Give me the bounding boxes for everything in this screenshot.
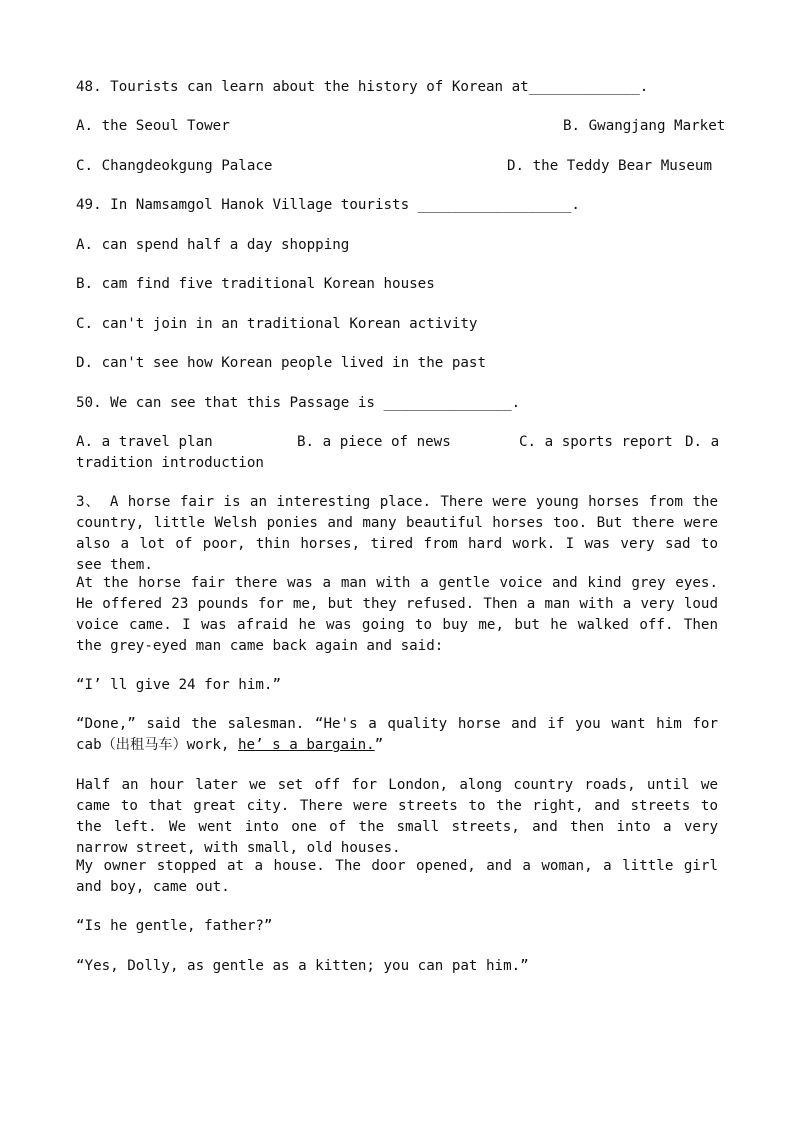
question-50-option-a: A. a travel plan [76,434,213,450]
question-48-stem: 48. Tourists can learn about the history of Korean at_____________. [76,79,649,95]
question-50-option-c: C. a sports report [519,434,673,450]
passage-paragraph-5: Half an hour later we set off for London, along country roads, until we came to that great city. There were streets to the right, and streets to the left. We went into one of the small streets, and then into a very narrow street, with small, old houses. [76,777,718,856]
question-48-option-b: B. Gwangjang Market [563,118,726,134]
question-49-option-b: B. cam find five traditional Korean houses [76,276,435,292]
passage-paragraph-4-text: “Done,” said the salesman. “He's a quality horse and if you want him for cab（出租马车）work, [76,716,718,753]
question-50-option-d-continued: tradition introduction [76,455,264,471]
passage-quote-3: “Yes, Dolly, as gentle as a kitten; you can pat him.” [76,958,529,974]
question-48-option-c: C. Changdeokgung Palace [76,158,273,174]
passage-quote-2: “Is he gentle, father?” [76,918,273,934]
question-48-option-d: D. the Teddy Bear Museum [507,158,712,174]
underlined-phrase: he’ s a bargain. [238,737,375,753]
closing-quote: ” [374,737,384,753]
question-50-option-b: B. a piece of news [297,434,451,450]
passage-paragraph-2: At the horse fair there was a man with a gentle voice and kind grey eyes. He offered 23 pounds for me, but they refused. Then a man with a very loud voice came. I was afraid he was going to buy me, but he walked off. Then the grey-eyed man came back again and said: [76,575,718,654]
question-50-option-d: D. a [685,434,720,450]
question-49-stem: 49. In Namsamgol Hanok Village tourists __________________. [76,197,580,213]
question-48-option-a: A. the Seoul Tower [76,118,230,134]
passage-paragraph-4 [76,714,718,756]
question-49-option-a: A. can spend half a day shopping [76,237,350,253]
passage-paragraph-6: My owner stopped at a house. The door opened, and a woman, a little girl and boy, came out. [76,858,718,895]
question-49-option-c: C. can't join in an traditional Korean activity [76,316,478,332]
passage-quote-1: “I’ ll give 24 for him.” [76,677,281,693]
question-50-stem: 50. We can see that this Passage is _______________. [76,395,521,411]
passage-paragraph-1: 3、 A horse fair is an interesting place. There were young horses from the country, little Welsh ponies and many beautiful horses too. But there were also a lot of poor, thin horses, tired from hard work. I was very sad to see them. [76,494,718,573]
question-49-option-d: D. can't see how Korean people lived in the past [76,355,486,371]
